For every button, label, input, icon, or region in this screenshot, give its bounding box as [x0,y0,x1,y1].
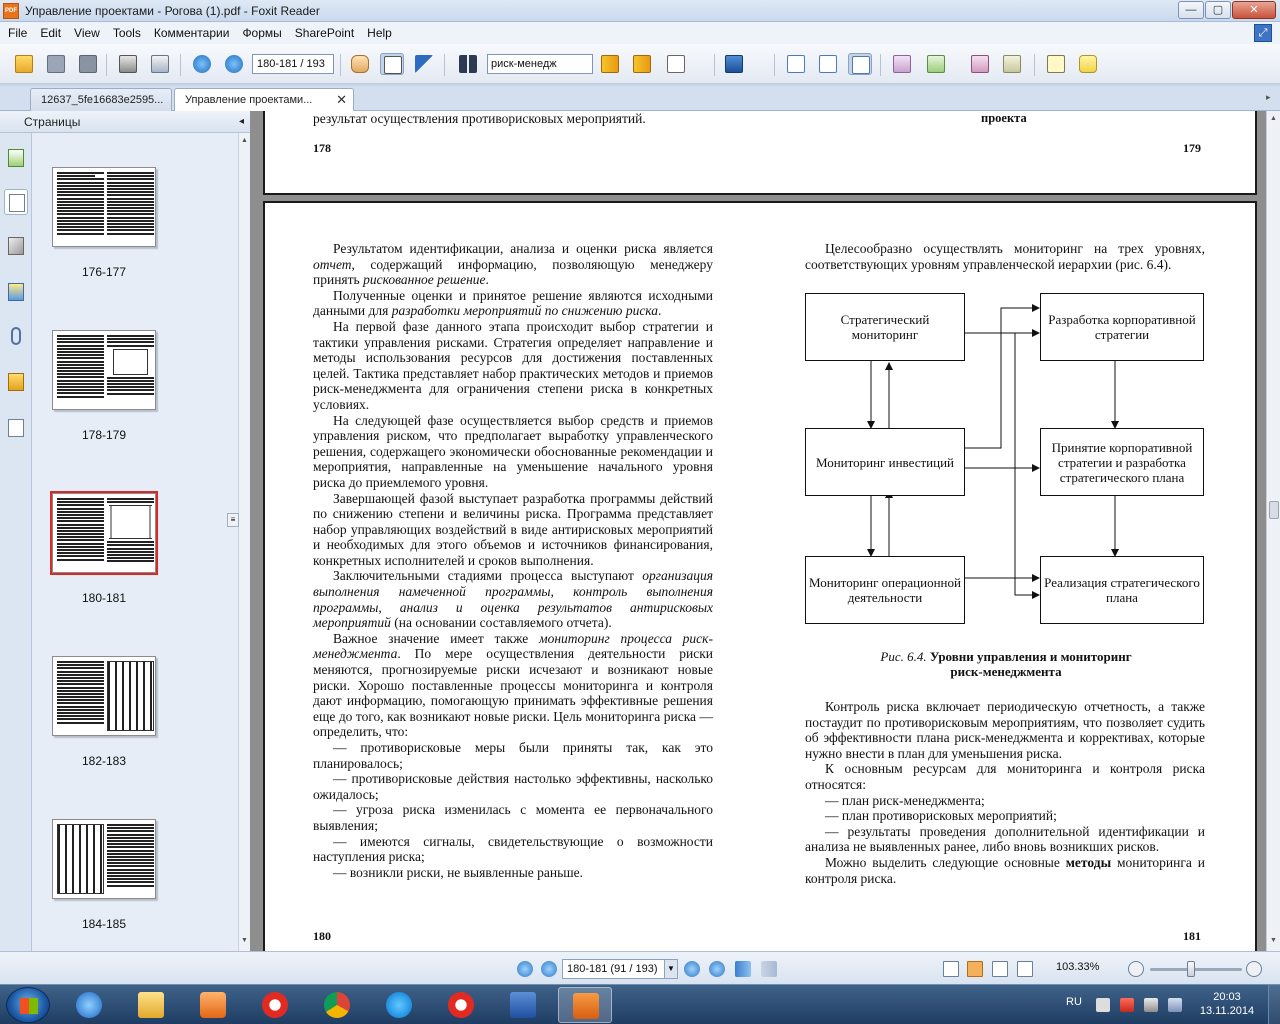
convert-button[interactable] [924,53,948,75]
box-investment-monitoring: Мониторинг инвестиций [805,428,965,496]
tab-bar [0,86,1280,111]
caption-line2: риск-менеджмента [950,664,1062,679]
thumbnail-page-selected[interactable] [52,493,156,573]
thumbnail-label: 176-177 [81,265,127,279]
save-icon [47,55,65,73]
thumbnail-page[interactable] [52,167,156,247]
left-page-text: Результатом идентификации, анализа и оценки риска является отчет, содержащий информацию, позволяющую менеджеру принять рискованное решение. Полученные оценки и принятое решение являются исходными данными для разработки мероприятий по снижению риска. На первой фазе данного этапа происходит выбор стратегии и тактики управления рисками. Стратегия определяет направление и методы использования ресурсов для достижения поставленных целей. Тактика представляет набор практических методов и приемов риск-менеджмента для ограничения степени риска в конкретных условиях. На следующей фазе осуществляется выбор средств и приемов управления риском, что предполагает выработку управленческого решения, содержащего экономически обоснованные рекомендации и мероприятия, направленные на уменьшение начального уровня риска до приемлемого уровня. Завершающей фазой выступает разработка программы действий по снижению степени и величины риска. Программа представляет набор управляющих воздействий в виде антирисковых мероприятий и необходимых для этого объемов и источников финансирования, конкретных исполнителей и сроков выполнения. Заключительными стадиями процесса выступают организация выполнения намеченной программы, контроль выполнения программы, анализ и оценка результатов антирисковых мероприятий (на основании составляемого отчета). Важное значение имеет также мониторинг процесса риск-менеджмента. По мере осуществления деятельности риски меняются, прогнозируемые риски исчезают и возникают новые риски. Хорошо поставленные процессы мониторинга и контроля дают информацию, помогающую принимать эффективные решения еще до того, как возникают новые риски. Цель мониторинга риска — определить, что: — противорисковые меры были приняты так, как это планировалось; — противорисковые действия настолько эффективны, насколько ожидалось; — угроза риска изменилась с момента ее первоначального выявления; — имеются сигналы, свидетельствующие о возможности наступления риска; — возникли риски, не выявленные раньше. [313,241,713,880]
continuous-view-icon[interactable] [967,961,983,977]
network-icon[interactable] [1120,998,1134,1012]
hand-tool-button[interactable] [348,53,372,75]
scrollbar-thumb[interactable] [1269,501,1279,519]
power-icon[interactable] [1144,998,1158,1012]
thumbnail-label: 184-185 [81,917,127,931]
find-next-icon [633,55,651,73]
foxit-logo-icon: PDF [3,3,19,19]
current-page-spread [263,201,1257,951]
menu-help[interactable]: Help [367,26,392,40]
menu-forms[interactable]: Формы [242,26,282,40]
layers-button[interactable] [4,233,28,259]
attachments-button[interactable] [4,323,28,349]
document-view [250,111,1266,951]
thumbnail-page[interactable] [52,819,156,899]
folder-icon [15,55,33,73]
page-number-181: 181 [1183,929,1201,943]
menu-tools[interactable]: Tools [112,26,141,40]
next-page-button[interactable] [222,53,246,75]
menu-comments[interactable]: Комментарии [153,26,230,40]
scroll-down-icon[interactable]: ▼ [1270,937,1277,944]
word-icon [510,992,536,1018]
right-page-text: Контроль риска включает периодическую отчетность, а также постаудит по противорисковым мероприятиям, что позволяет судить об эффективности плана риск-менеджмента и коррективах, которые нужно внести в план для уменьшения риска. К основным ресурсам для мониторинга и контроля риска относятся: — план риск-менеджмента; — план противорисковых мероприятий; — результаты проведения дополнительной идентификации и анализа не выявленных ранее, либо вновь возникших рисков. Можно выделить следующие основные методы мониторинга и контроля риска. [805,699,1206,886]
lock-icon [8,373,24,391]
clock[interactable] [1196,990,1258,1018]
last-page-icon[interactable] [709,961,725,977]
note-button[interactable] [1076,53,1100,75]
single-page-view-icon[interactable] [943,961,959,977]
save-button[interactable] [44,53,68,75]
pages-panel-header [0,111,250,133]
taskbar-yandex-2[interactable] [434,987,488,1023]
forward-icon[interactable] [761,961,777,977]
panel-rail [0,133,32,951]
toolbar [0,44,1280,84]
thumbnail-label: 178-179 [81,428,127,442]
pages-panel-title: Страницы [24,115,81,129]
combine-pdf-icon [1003,55,1021,73]
media-player-icon [200,992,226,1018]
maximize-button[interactable]: ▢ [1205,1,1231,19]
create-pdf-icon [893,55,911,73]
tab-list-icon[interactable]: ▸ [1266,92,1271,102]
menu-bar [0,22,1280,44]
tab-document-2[interactable] [174,88,354,111]
tab-close-icon[interactable]: ✕ [336,92,347,107]
previous-page-spread [263,111,1257,195]
chrome-icon [324,992,350,1018]
select-tool-button[interactable] [412,53,436,75]
actual-size-icon [787,55,805,73]
clock-time: 20:03 [1213,991,1241,1003]
pages-panel [0,111,250,951]
volume-icon[interactable] [1168,998,1182,1012]
yandex-icon [448,992,474,1018]
typewriter-button[interactable] [1044,53,1068,75]
fit-width-icon [852,56,870,74]
open-button[interactable] [12,53,36,75]
expand-icon[interactable]: ⤢ [1254,24,1272,42]
box-plan-realization: Реализация стратегического плана [1040,556,1204,624]
thumbnail-label: 182-183 [81,754,127,768]
thumbnail-list [33,133,238,951]
status-bar [0,951,1280,984]
pages-icon [9,194,25,212]
scan-button[interactable] [148,53,172,75]
search-input[interactable]: риск-менедж [487,54,593,74]
typewriter-icon [1047,55,1065,73]
right-page-intro: Целесообразно осуществлять мониторинг на трех уровнях, соответствующих уровням управленческой иерархии (рис. 6.4). [805,241,1205,272]
zoom-in-icon[interactable] [1246,961,1262,977]
select-text-button[interactable] [380,53,404,75]
taskbar-foxit[interactable] [558,987,612,1023]
signature-icon [8,419,24,437]
fit-page-icon [819,55,837,73]
caption-bold: Уровни управления и мониторинг [929,649,1132,664]
thumbnail-page[interactable] [52,656,156,736]
first-page-icon[interactable] [517,961,533,977]
scroll-up-icon[interactable]: ▲ [1270,115,1277,122]
binoculars-icon [459,55,477,73]
fit-page-button[interactable] [816,53,840,75]
zoom-slider[interactable] [1150,968,1242,971]
security-button[interactable] [4,369,28,395]
comments-button[interactable] [4,279,28,305]
minimize-button[interactable]: — [1178,1,1204,19]
hand-icon [351,55,369,73]
fit-width-button[interactable] [848,53,872,75]
create-pdf-button[interactable] [890,53,914,75]
skype-icon [386,992,412,1018]
scroll-up-icon[interactable]: ▲ [241,137,248,144]
prev-page-right-text: проекта [981,111,1027,125]
highlight-button[interactable] [664,53,688,75]
skype-button[interactable] [722,53,746,75]
risk-monitoring-diagram [805,293,1207,628]
actual-size-button[interactable] [784,53,808,75]
scroll-down-icon[interactable]: ▼ [241,937,248,944]
status-page-value: 180-181 (91 / 193) [567,963,658,975]
panel-resize-handle[interactable]: ≡ [227,513,239,527]
tab-label: 12637_5fe16683e2595... [41,94,164,106]
find-button[interactable] [456,53,480,75]
find-prev-button[interactable] [598,53,622,75]
menu-edit[interactable]: Edit [40,26,62,40]
page-number-179: 179 [1183,141,1201,155]
save-as-icon [79,55,97,73]
export-pdf-icon [971,55,989,73]
print-button[interactable] [116,53,140,75]
start-button[interactable] [6,987,50,1023]
find-next-button[interactable] [630,53,654,75]
taskbar-ie[interactable] [62,987,116,1023]
box-strategic-monitoring: Стратегический мониторинг [805,293,965,361]
close-button[interactable]: ✕ [1232,1,1276,19]
facing-view-icon[interactable] [992,961,1008,977]
layers-icon [8,237,24,255]
signatures-button[interactable] [4,415,28,441]
collapse-panel-icon[interactable]: ◂ [238,116,244,127]
prev-page-icon[interactable] [541,961,557,977]
prev-page-button[interactable] [190,53,214,75]
menu-file[interactable]: File [8,26,28,40]
sharepoint-icon [725,55,743,73]
arrow-down-circle-icon [225,55,243,73]
paperclip-icon [11,327,21,345]
thumbnail-page[interactable] [52,330,156,410]
find-prev-icon [601,55,619,73]
export-button[interactable] [968,53,992,75]
window-title: Управление проектами - Рогова (1).pdf - Foxit Reader [25,3,320,18]
box-strategy-plan: Принятие корпоративной стратегии и разработка стратегического плана [1040,428,1204,496]
windows-logo-icon [20,998,38,1014]
back-icon[interactable] [735,961,751,977]
taskbar-yandex[interactable] [248,987,302,1023]
taskbar [0,984,1280,1024]
note-icon [1079,55,1097,73]
box-corporate-strategy: Разработка корпоративной стратегии [1040,293,1204,361]
tab-label: Управление проектами... [185,94,313,106]
clock-date: 13.11.2014 [1199,1005,1255,1017]
save-as-button[interactable] [76,53,100,75]
menu-view[interactable]: View [74,26,100,40]
taskbar-explorer[interactable] [124,987,178,1023]
taskbar-media[interactable] [186,987,240,1023]
zoom-slider-knob[interactable] [1187,961,1195,977]
scanner-icon [151,55,169,73]
tab-document-1[interactable] [30,88,172,111]
arrow-up-circle-icon [193,55,211,73]
page-number-178: 178 [313,141,331,155]
taskbar-word[interactable] [496,987,550,1023]
title-bar [0,0,1280,22]
box-operational-monitoring: Мониторинг операционной деятельности [805,556,965,624]
page-dropdown-icon[interactable]: ▼ [664,960,677,978]
show-desktop-button[interactable] [1268,985,1280,1024]
folder-icon [138,992,164,1018]
bookmark-icon [8,149,24,167]
taskbar-skype[interactable] [372,987,426,1023]
yandex-browser-icon [262,992,288,1018]
printer-icon [119,55,137,73]
document-scrollbar[interactable] [1266,111,1280,951]
status-page-input[interactable] [562,959,678,979]
caption-prefix: Рис. 6.4. [880,649,927,664]
bookmarks-button[interactable] [4,145,28,171]
prev-page-left-text: результат осуществления противорисковых мероприятий. [313,111,646,126]
thumbnail-label: 180-181 [81,591,127,605]
convert-pdf-icon [927,55,945,73]
text-select-icon [384,56,402,74]
pages-button[interactable] [4,189,28,215]
cursor-icon [415,55,433,73]
thumbnail-scrollbar[interactable] [230,133,250,951]
next-page-icon[interactable] [684,961,700,977]
zoom-out-icon[interactable] [1128,961,1144,977]
figure-caption [805,649,1207,679]
page-number-input[interactable]: 180-181 / 193 [252,54,334,74]
comments-icon [8,283,24,301]
combine-button[interactable] [1000,53,1024,75]
menu-sharepoint[interactable]: SharePoint [294,26,355,40]
continuous-facing-view-icon[interactable] [1017,961,1033,977]
page-number-180: 180 [313,929,331,943]
language-indicator[interactable]: RU [1066,996,1082,1008]
foxit-pdf-icon [573,993,599,1019]
internet-explorer-icon [76,992,102,1018]
highlight-icon [667,55,685,73]
taskbar-chrome[interactable] [310,987,364,1023]
zoom-value[interactable]: 103.33% [1056,961,1100,973]
tray-arrow-icon[interactable] [1096,998,1110,1012]
